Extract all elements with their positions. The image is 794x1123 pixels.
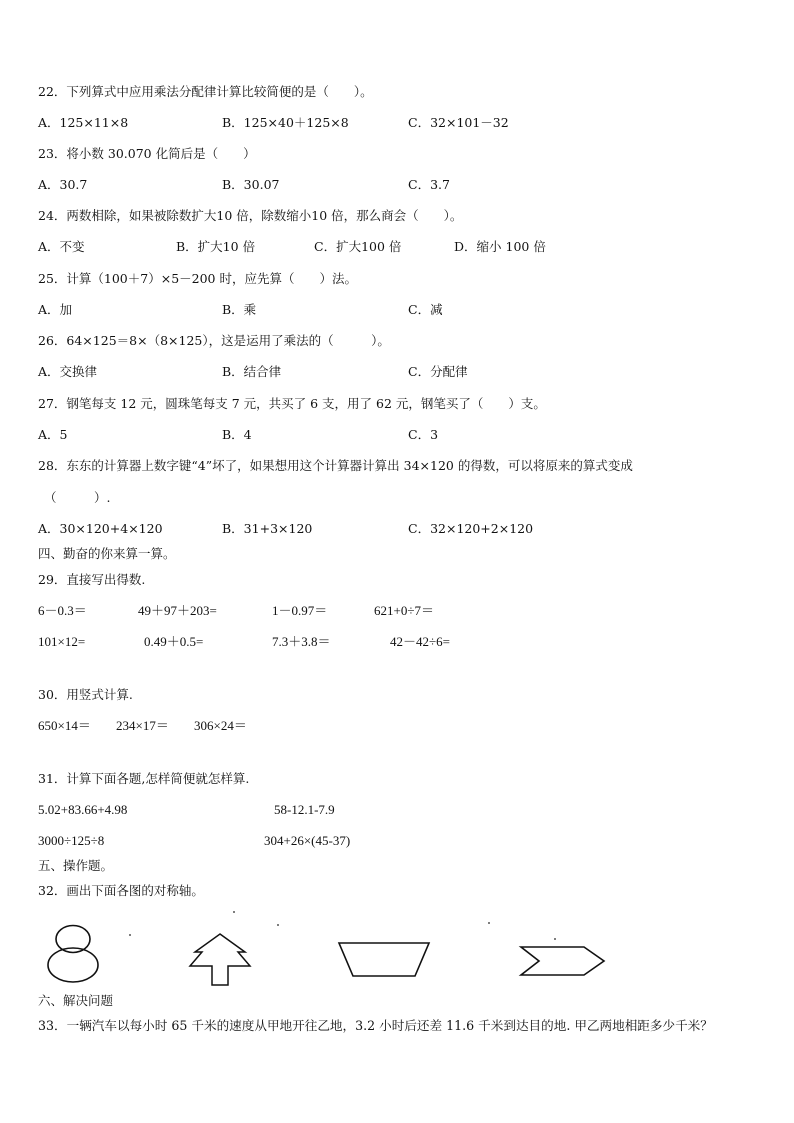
question-24-stem: 24．两数相除，如果被除数扩大10 倍，除数缩小10 倍，那么商会（ ）。 <box>38 208 463 223</box>
q29-expression: 621+0÷7＝ <box>374 603 434 618</box>
question-25-option-b[interactable]: B．乘 <box>222 302 257 317</box>
question-22-option-b[interactable]: B．125×40＋125×8 <box>222 115 349 130</box>
section-6-heading: 六、解决问题 <box>38 993 114 1008</box>
q30-expression: 650×14＝ <box>38 718 91 733</box>
q30-expression: 234×17＝ <box>116 718 169 733</box>
question-25-option-c[interactable]: C．减 <box>408 302 443 317</box>
question-27-stem: 27．钢笔每支 12 元，圆珠笔每支 7 元，共买了 6 支，用了 62 元，钢笔买了（ ）支。 <box>38 396 546 411</box>
q31-expression: 5.02+83.66+4.98 <box>38 802 128 817</box>
scan-speck <box>129 934 131 936</box>
section-4-heading: 四、勤奋的你来算一算。 <box>38 546 176 561</box>
question-27-option-c[interactable]: C．3 <box>408 427 439 442</box>
question-28-option-b[interactable]: B．31+3×120 <box>222 521 313 536</box>
q31-expression: 3000÷125÷8 <box>38 833 105 848</box>
q29-expression: 49＋97＋203= <box>138 603 217 618</box>
q29-expression: 6－0.3＝ <box>38 603 87 618</box>
scan-speck <box>277 924 279 926</box>
question-33-stem: 33．一辆汽车以每小时 65 千米的速度从甲地开往乙地，3.2 小时后还差 11.6 千米到达目的地. 甲乙两地相距多少千米？ <box>38 1018 713 1033</box>
figure-eight-icon <box>44 922 104 984</box>
question-25-option-a[interactable]: A．加 <box>38 302 73 317</box>
q29-expression: 42－42÷6= <box>390 634 450 649</box>
question-28-stem: 28．东东的计算器上数字键“4”坏了，如果想用这个计算器计算出 34×120 的得数，可以将原来的算式变成 <box>38 458 633 473</box>
arrow-tree-icon <box>184 932 256 988</box>
q31-expression: 58-12.1-7.9 <box>274 802 335 817</box>
question-23-option-b[interactable]: B．30.07 <box>222 177 280 192</box>
question-24-option-a[interactable]: A．不变 <box>38 239 85 254</box>
q29-expression: 1－0.97＝ <box>272 603 328 618</box>
question-28-option-c[interactable]: C．32×120+2×120 <box>408 521 534 536</box>
question-27-option-b[interactable]: B．4 <box>222 427 252 442</box>
question-26-stem: 26．64×125＝8×（8×125），这是运用了乘法的（ ）。 <box>38 333 390 348</box>
question-24-option-b[interactable]: B．扩大10 倍 <box>176 239 256 254</box>
question-23-option-c[interactable]: C．3.7 <box>408 177 450 192</box>
question-23-stem: 23．将小数 30.070 化简后是（ ） <box>38 146 256 161</box>
q29-expression: 0.49＋0.5= <box>144 634 204 649</box>
chevron-arrow-icon <box>518 944 608 978</box>
question-22-stem: 22．下列算式中应用乘法分配律计算比较简便的是（ ）。 <box>38 84 373 99</box>
section-5-heading: 五、操作题。 <box>38 858 114 873</box>
q31-expression: 304+26×(45-37) <box>264 833 351 848</box>
question-26-option-b[interactable]: B．结合律 <box>222 364 282 379</box>
question-24-option-d[interactable]: D．缩小 100 倍 <box>454 239 546 254</box>
question-32-stem: 32．画出下面各图的对称轴。 <box>38 883 204 898</box>
question-28-answer-blank: （ ）. <box>44 490 111 505</box>
q29-expression: 101×12= <box>38 634 86 649</box>
question-25-stem: 25．计算（100＋7）×5－200 时，应先算（ ）法。 <box>38 271 357 286</box>
scan-speck <box>488 922 490 924</box>
q29-expression: 7.3＋3.8＝ <box>272 634 331 649</box>
question-24-option-c[interactable]: C．扩大100 倍 <box>314 239 402 254</box>
question-30-stem: 30．用竖式计算. <box>38 687 133 702</box>
question-27-option-a[interactable]: A．5 <box>38 427 68 442</box>
scan-speck <box>233 911 235 913</box>
question-29-stem: 29．直接写出得数. <box>38 572 146 587</box>
question-23-option-a[interactable]: A．30.7 <box>38 177 88 192</box>
q30-expression: 306×24＝ <box>194 718 247 733</box>
question-28-option-a[interactable]: A．30×120+4×120 <box>38 521 163 536</box>
scan-speck <box>554 938 556 940</box>
question-31-stem: 31．计算下面各题,怎样简便就怎样算. <box>38 771 250 786</box>
question-22-option-a[interactable]: A．125×11×8 <box>38 115 129 130</box>
trapezoid-icon <box>336 938 432 980</box>
question-26-option-a[interactable]: A．交换律 <box>38 364 98 379</box>
question-26-option-c[interactable]: C．分配律 <box>408 364 468 379</box>
question-22-option-c[interactable]: C．32×101－32 <box>408 115 509 130</box>
